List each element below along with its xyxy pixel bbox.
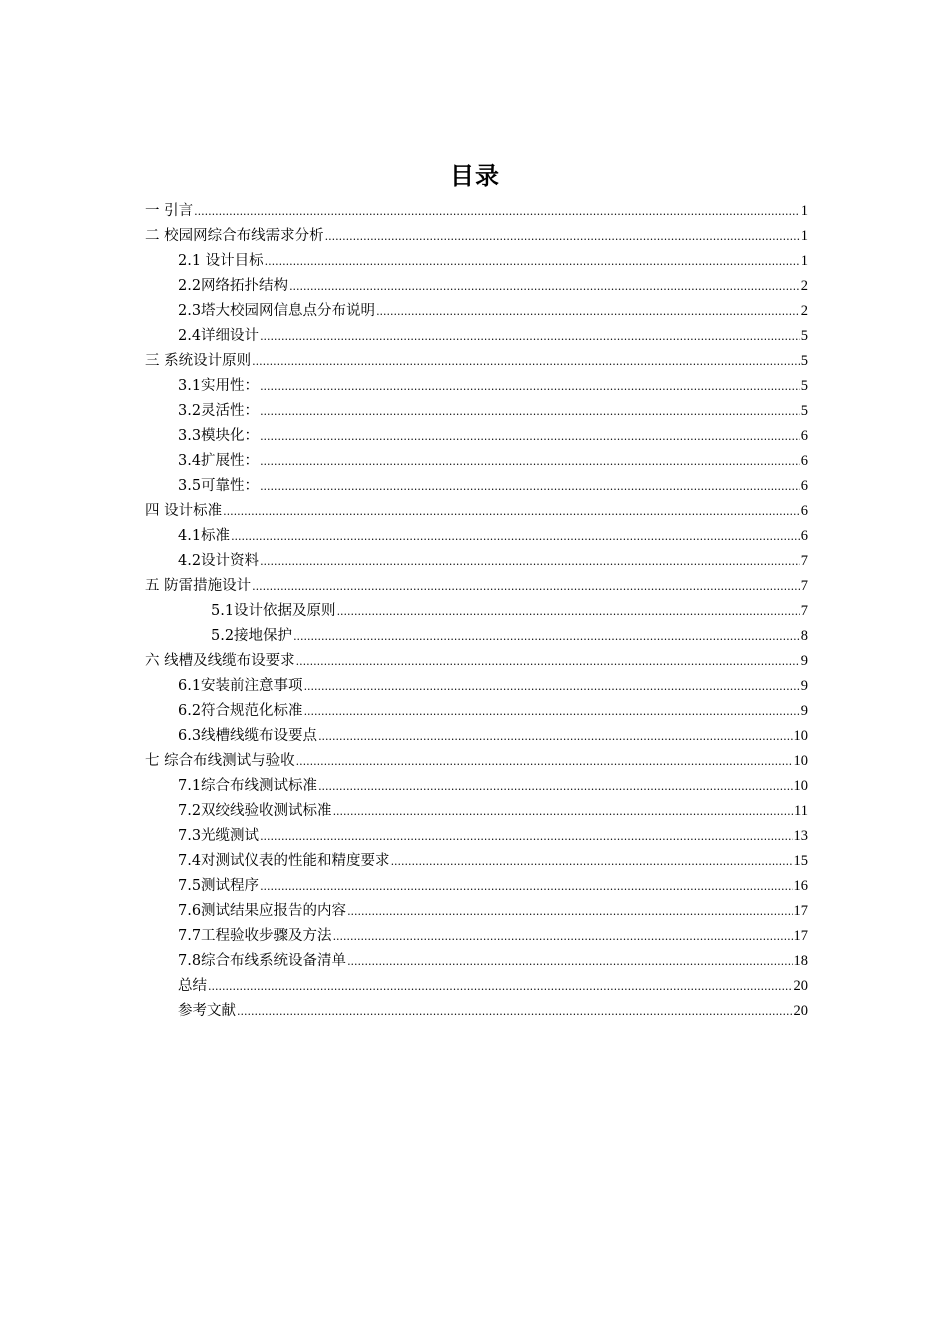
toc-entry-text: 2.4详细设计 <box>178 328 260 344</box>
toc-entry[interactable] <box>145 974 808 999</box>
toc-page-number: 10 <box>793 728 808 744</box>
toc-page-number: 10 <box>793 753 808 769</box>
toc-entry-text: 3.4扩展性： <box>178 453 260 469</box>
toc-page-number: 6 <box>800 478 808 494</box>
toc-entry[interactable] <box>145 799 808 824</box>
toc-dot-leader <box>260 474 800 499</box>
toc-entry[interactable] <box>145 874 808 899</box>
toc-dot-leader <box>231 524 800 549</box>
toc-dot-leader <box>347 899 792 924</box>
toc-dot-leader <box>376 299 800 324</box>
toc-entry-text: 总结 <box>178 978 207 994</box>
toc-entry-text: 6.1安装前注意事项 <box>178 678 303 694</box>
toc-entry[interactable] <box>145 399 808 424</box>
toc-entry-text: 2.1 设计目标 <box>178 253 264 269</box>
toc-page-number: 20 <box>793 978 808 994</box>
toc-dot-leader <box>260 549 800 574</box>
toc-dot-leader <box>194 199 800 224</box>
toc-page-number: 2 <box>800 278 808 294</box>
toc-dot-leader <box>318 724 792 749</box>
toc-entry[interactable] <box>145 624 808 649</box>
toc-entry-text: 4.1标准 <box>178 528 231 544</box>
toc-entry-text: 7.7工程验收步骤及方法 <box>178 928 332 944</box>
toc-dot-leader <box>333 799 793 824</box>
toc-entry[interactable] <box>145 324 808 349</box>
toc-page-number: 1 <box>800 253 808 269</box>
toc-page-number: 2 <box>800 303 808 319</box>
toc-page-number: 17 <box>793 928 808 944</box>
toc-entry-text: 7.6测试结果应报告的内容 <box>178 903 347 919</box>
toc-entry[interactable] <box>145 549 808 574</box>
toc-entry-text: 7.8综合布线系统设备清单 <box>178 953 347 969</box>
toc-entry-text: 6.2符合规范化标准 <box>178 703 303 719</box>
toc-dot-leader <box>296 649 800 674</box>
toc-entry-text: 3.3模块化： <box>178 428 260 444</box>
toc-entry[interactable] <box>145 649 808 674</box>
toc-entry-text: 2.2网络拓扑结构 <box>178 278 289 294</box>
toc-dot-leader <box>293 624 800 649</box>
toc-page-number: 16 <box>793 878 808 894</box>
toc-dot-leader <box>260 324 800 349</box>
toc-page-number: 11 <box>794 803 808 819</box>
toc-dot-leader <box>304 699 800 724</box>
toc-page-number: 6 <box>800 428 808 444</box>
toc-page-number: 6 <box>800 503 808 519</box>
toc-entry-text: 一 引言 <box>145 203 194 219</box>
toc-page-number: 13 <box>793 828 808 844</box>
toc-entry-text: 7.5测试程序 <box>178 878 260 894</box>
toc-entry[interactable] <box>145 724 808 749</box>
toc-page-number: 6 <box>800 453 808 469</box>
toc-dot-leader <box>252 349 800 374</box>
toc-entry[interactable] <box>145 274 808 299</box>
toc-page-number: 5 <box>800 328 808 344</box>
toc-page-number: 15 <box>793 853 808 869</box>
toc-dot-leader <box>260 874 792 899</box>
toc-entry[interactable] <box>145 949 808 974</box>
toc-dot-leader <box>337 599 800 624</box>
toc-entry[interactable] <box>145 674 808 699</box>
toc-dot-leader <box>237 999 793 1024</box>
toc-page-number: 5 <box>800 403 808 419</box>
toc-dot-leader <box>265 249 800 274</box>
toc-entry-text: 5.2接地保护 <box>211 628 293 644</box>
toc-page-number: 5 <box>800 353 808 369</box>
toc-page-number: 9 <box>800 678 808 694</box>
toc-entry[interactable] <box>145 574 808 599</box>
toc-entry-text: 3.1实用性： <box>178 378 260 394</box>
toc-entry-text: 三 系统设计原则 <box>145 353 252 369</box>
toc-page-number: 7 <box>800 578 808 594</box>
toc-entry-text: 6.3线槽线缆布设要点 <box>178 728 318 744</box>
toc-page-number: 7 <box>800 553 808 569</box>
toc-page-number: 5 <box>800 378 808 394</box>
toc-entry[interactable] <box>145 199 808 224</box>
toc-entry[interactable] <box>145 899 808 924</box>
toc-entry[interactable] <box>145 849 808 874</box>
toc-dot-leader <box>289 274 800 299</box>
toc-page-number: 17 <box>793 903 808 919</box>
toc-entry-text: 7.1综合布线测试标准 <box>178 778 318 794</box>
toc-dot-leader <box>223 499 800 524</box>
toc-entry-text: 六 线槽及线缆布设要求 <box>145 653 295 669</box>
toc-page-number: 18 <box>793 953 808 969</box>
toc-dot-leader <box>260 399 800 424</box>
toc-entry-text: 3.2灵活性： <box>178 403 260 419</box>
toc-dot-leader <box>333 924 793 949</box>
toc-list <box>145 199 808 1024</box>
toc-dot-leader <box>347 949 792 974</box>
toc-entry-text: 7.4对测试仪表的性能和精度要求 <box>178 853 390 869</box>
toc-entry-text: 四 设计标准 <box>145 503 223 519</box>
toc-entry-text: 2.3塔大校园网信息点分布说明 <box>178 303 376 319</box>
toc-entry-text: 3.5可靠性： <box>178 478 260 494</box>
toc-dot-leader <box>325 224 800 249</box>
toc-entry-text: 二 校园网综合布线需求分析 <box>145 228 324 244</box>
toc-entry-text: 7.3光缆测试 <box>178 828 260 844</box>
toc-entry[interactable] <box>145 249 808 274</box>
toc-entry[interactable] <box>145 524 808 549</box>
toc-page-number: 8 <box>800 628 808 644</box>
toc-entry[interactable] <box>145 374 808 399</box>
toc-dot-leader <box>260 449 800 474</box>
toc-entry[interactable] <box>145 349 808 374</box>
toc-dot-leader <box>260 824 792 849</box>
toc-dot-leader <box>296 749 793 774</box>
toc-entry[interactable] <box>145 499 808 524</box>
toc-dot-leader <box>391 849 793 874</box>
toc-entry[interactable] <box>145 699 808 724</box>
toc-page-number: 7 <box>800 603 808 619</box>
toc-dot-leader <box>260 374 800 399</box>
toc-dot-leader <box>304 674 800 699</box>
toc-page-number: 9 <box>800 703 808 719</box>
toc-entry[interactable] <box>145 774 808 799</box>
toc-dot-leader <box>318 774 792 799</box>
toc-entry[interactable] <box>145 824 808 849</box>
toc-entry[interactable] <box>145 449 808 474</box>
toc-dot-leader <box>260 424 800 449</box>
toc-entry[interactable] <box>145 299 808 324</box>
toc-page-number: 10 <box>793 778 808 794</box>
toc-entry[interactable] <box>145 424 808 449</box>
toc-title: 目录 <box>450 162 500 190</box>
toc-entry-text: 5.1设计依据及原则 <box>211 603 336 619</box>
toc-entry-text: 7.2双绞线验收测试标准 <box>178 803 332 819</box>
toc-entry-text: 七 综合布线测试与验收 <box>145 753 295 769</box>
toc-page-number: 1 <box>800 228 808 244</box>
toc-entry[interactable] <box>145 999 808 1024</box>
toc-entry[interactable] <box>145 224 808 249</box>
toc-entry[interactable] <box>145 924 808 949</box>
toc-entry-text: 五 防雷措施设计 <box>145 578 252 594</box>
toc-entry[interactable] <box>145 749 808 774</box>
toc-page-number: 20 <box>793 1003 808 1019</box>
toc-dot-leader <box>252 574 800 599</box>
toc-entry-text: 参考文献 <box>178 1003 236 1019</box>
toc-entry-text: 4.2设计资料 <box>178 553 260 569</box>
toc-page-number: 1 <box>800 203 808 219</box>
toc-entry[interactable] <box>145 474 808 499</box>
toc-dot-leader <box>208 974 793 999</box>
toc-entry[interactable] <box>145 599 808 624</box>
toc-page-number: 6 <box>800 528 808 544</box>
toc-page-number: 9 <box>800 653 808 669</box>
